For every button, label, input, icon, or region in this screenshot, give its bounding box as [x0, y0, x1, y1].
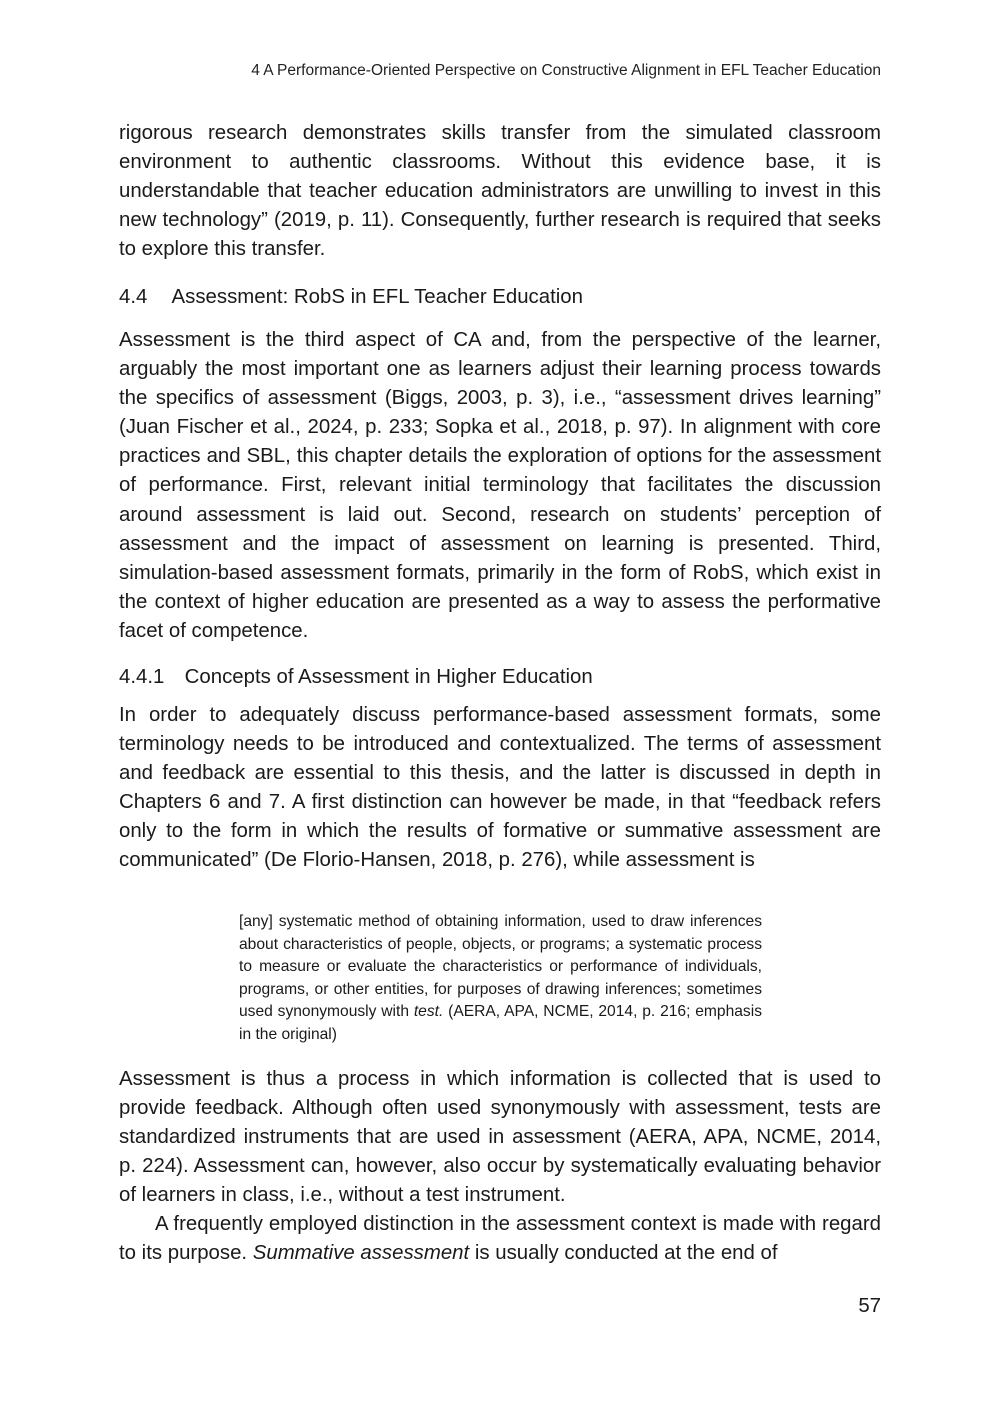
subsection-number: 4.4.1 [119, 666, 165, 688]
paragraph-assessment-process: Assessment is thus a process in which information is collected that is used to provide feedback. Although often used synonymously with assessment, tests are standardized instruments that are used in assessment (AERA, APA, NCME, 2014, p. 224). Assessment can, however, also occur by systematically evaluating behavior of learners in class, i.e., without a test instrument. [119, 1068, 881, 1207]
quote-citation: (AERA, APA, NCME, 2014, p. 216; emphasis in the original) [239, 1003, 762, 1043]
paragraph-assessment-intro: Assessment is the third aspect of CA and, from the perspective of the learner, arguably the most important one as learners adjust their learning process towards the specifics of assessment (Biggs, 2003, p. 3), i.e., “assessment drives learning” (Juan Fischer et al., 2024, p. 233; Sopka et al., 2018, p. 97). In alignment with core practices and SBL, this chapter details the exploration of options for the assessment of performance. First, relevant initial terminology that facilitates the discussion around assessment is laid out. Second, research on students’ perception of assessment and the impact of assessment on learning is presented. Third, simulation-based assessment formats, primarily in the form of RobS, which exist in the context of higher education are presented as a way to assess the performative facet of competence. [119, 329, 881, 642]
paragraph-terminology: In order to adequately discuss performance-based assessment formats, some terminology needs to be introduced and contextualized. The terms of assessment and feedback are essential to this thesis, and the latter is discussed in depth in Chapters 6 and 7. A first distinction can however be made, in that “feedback refers only to the form in which the results of formative or summative assessment are communicated” (De Florio-Hansen, 2018, p. 276), while assessment is [119, 704, 881, 872]
paragraph-summative [119, 1210, 881, 1268]
running-header: 4 A Performance-Oriented Perspective on Constructive Alignment in EFL Teacher Education [251, 62, 881, 79]
paragraph-transfer-research: rigorous research demonstrates skills transfer from the simulated classroom environment to authentic classrooms. Without this evidence base, it is understandable that teacher education administrators are unwilling to invest in this new technology” (2019, p. 11). Consequently, further research is required that seeks to explore this transfer. [119, 122, 881, 261]
section-number: 4.4 [119, 286, 148, 308]
subsection-title: Concepts of Assessment in Higher Education [184, 666, 593, 688]
term-summative-assessment: Summative assessment [252, 1242, 470, 1265]
block-quote-definition [239, 911, 762, 1046]
paragraph-summative-tail: is usually conducted at the end of [469, 1242, 778, 1265]
section-heading-4-4 [119, 283, 881, 312]
page-number: 57 [858, 1295, 881, 1317]
quote-emphasis: test. [413, 1003, 444, 1020]
section-heading-4-4-1 [119, 663, 881, 692]
paragraph-summative-lead: A frequently employed distinction in the assessment context is made with regard to its purpose. [119, 1213, 881, 1265]
section-title: Assessment: RobS in EFL Teacher Education [171, 286, 583, 308]
quote-text: [any] systematic method of obtaining information, used to draw inferences about characteristics of people, objects, or programs; a systematic process to measure or evaluate the characteristics or performance of individuals, programs, or other entities, for purposes of drawing inferences; sometimes used synonymously with [239, 913, 762, 1020]
